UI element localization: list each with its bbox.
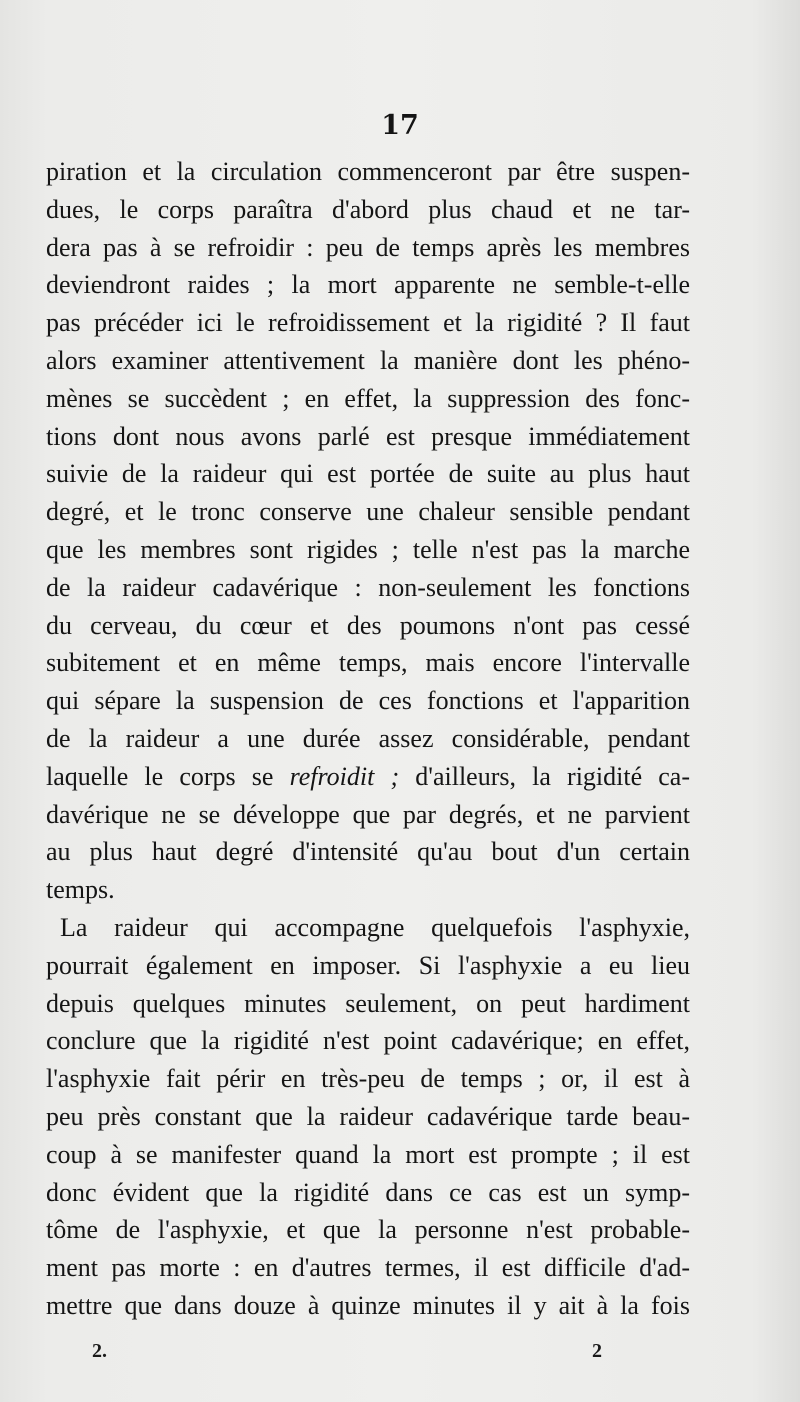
text-line-17-post: d'ailleurs, la rigidité ca- <box>399 761 691 791</box>
signature-mark-left: 2. <box>92 1340 107 1362</box>
text-line-1: piration et la circulation commenceront par être suspen- <box>46 157 690 186</box>
italic-word: refroidit ; <box>289 761 400 791</box>
text-line-16: de la raideur a une durée assez considérable, pendant <box>46 723 690 753</box>
page-footer <box>0 1340 800 1370</box>
text-line-22: pourrait également en imposer. Si l'asphyxie a eu lieu <box>46 950 690 980</box>
text-line-28: donc évident que la rigidité dans ce cas est un symp- <box>46 1177 690 1207</box>
text-line-9: suivie de la raideur qui est portée de suite au plus haut <box>46 459 690 489</box>
text-line-13: du cerveau, du cœur et des poumons n'ont pas cessé <box>46 610 690 640</box>
text-line-14: subitement et en même temps, mais encore l'intervalle <box>46 648 690 678</box>
text-line-21: La raideur qui accompagne quelquefois l'asphyxie, <box>60 912 690 942</box>
text-line-31: mettre que dans douze à quinze minutes il y ait à la fois <box>46 1290 690 1320</box>
text-line-29: tôme de l'asphyxie, et que la personne n'est probable- <box>46 1215 690 1245</box>
text-line-20: temps. <box>46 875 115 905</box>
text-line-6: alors examiner attentivement la manière dont les phéno- <box>46 345 690 375</box>
text-line-15: qui sépare la suspension de ces fonctions et l'apparition <box>46 686 690 716</box>
text-line-4: deviendront raides ; la mort apparente ne semble-t-elle <box>46 270 690 300</box>
text-line-2: dues, le corps paraîtra d'abord plus chaud et ne tar- <box>46 194 690 224</box>
text-line-11: que les membres sont rigides ; telle n'est pas la marche <box>46 534 690 564</box>
text-line-18: davérique ne se développe que par degrés, et ne parvient <box>46 799 690 829</box>
body-text <box>46 153 690 1325</box>
text-line-24: conclure que la rigidité n'est point cadavérique; en effet, <box>46 1026 690 1056</box>
text-line-25: l'asphyxie fait périr en très-peu de temps ; or, il est à <box>46 1064 690 1094</box>
text-line-26: peu près constant que la raideur cadavérique tarde beau- <box>46 1101 690 1131</box>
page-number: 17 <box>381 110 419 141</box>
text-line-30: ment pas morte : en d'autres termes, il est difficile d'ad- <box>46 1253 690 1283</box>
text-line-8: tions dont nous avons parlé est presque immédiatement <box>46 421 690 451</box>
text-line-27: coup à se manifester quand la mort est prompte ; il est <box>46 1139 690 1169</box>
signature-mark-right: 2 <box>592 1340 602 1362</box>
text-line-17 <box>46 758 690 796</box>
text-line-10: degré, et le tronc conserve une chaleur sensible pendant <box>46 497 690 527</box>
text-line-5: pas précéder ici le refroidissement et la rigidité ? Il faut <box>46 308 690 338</box>
text-line-23: depuis quelques minutes seulement, on peut hardiment <box>46 988 690 1018</box>
text-line-19: au plus haut degré d'intensité qu'au bout d'un certain <box>46 837 690 867</box>
text-line-17-pre: laquelle le corps se <box>46 761 290 791</box>
text-line-12: de la raideur cadavérique : non-seulement les fonctions <box>46 572 690 602</box>
text-line-3: dera pas à se refroidir : peu de temps après les membres <box>46 232 690 262</box>
text-line-7: mènes se succèdent ; en effet, la suppression des fonc- <box>46 383 690 413</box>
